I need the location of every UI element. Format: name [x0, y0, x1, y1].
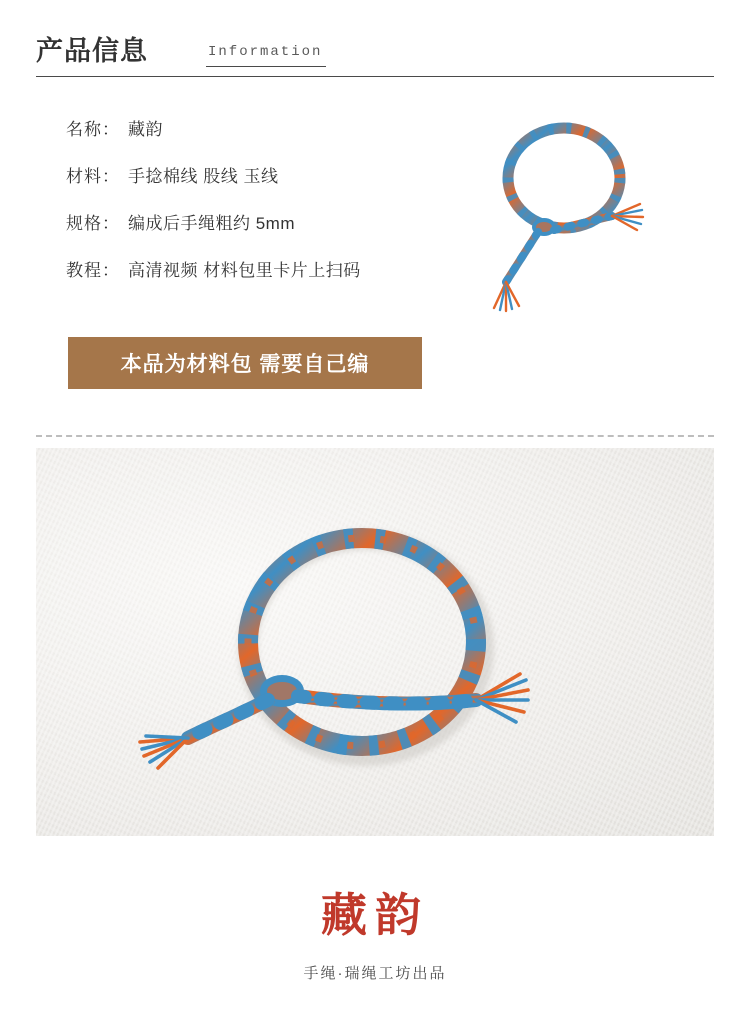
notice-text: 本品为材料包 需要自己编 [120, 353, 370, 376]
brand-footer [0, 888, 750, 983]
info-value: 编成后手绳粗约 5mm [128, 214, 295, 233]
page-title: 产品信息 [36, 36, 148, 66]
header-divider [36, 76, 714, 77]
info-row-spec [66, 212, 486, 236]
diy-kit-notice-banner [68, 337, 422, 389]
brand-mark: 藏韵 [321, 890, 429, 941]
page-subtitle: Information [208, 44, 323, 60]
info-label: 材料： [66, 167, 120, 186]
section-divider [36, 435, 714, 437]
info-row-name [66, 118, 486, 142]
info-label: 名称： [66, 120, 120, 139]
info-row-material [66, 165, 486, 189]
header-underline-short [206, 66, 326, 67]
info-value: 藏韵 [128, 120, 163, 139]
info-row-tutorial [66, 259, 486, 283]
product-photo [36, 448, 714, 836]
info-label: 规格： [66, 214, 120, 233]
bracelet-thumbnail-illustration [466, 110, 696, 340]
product-info-list [66, 118, 486, 306]
brand-subtitle: 手绳·瑞绳工坊出品 [303, 965, 447, 982]
info-value: 高清视频 材料包里卡片上扫码 [128, 261, 361, 280]
bracelet-photo-illustration [36, 448, 714, 836]
page-header [36, 34, 714, 80]
info-value: 手捻棉线 股线 玉线 [128, 167, 279, 186]
info-label: 教程： [66, 261, 120, 280]
